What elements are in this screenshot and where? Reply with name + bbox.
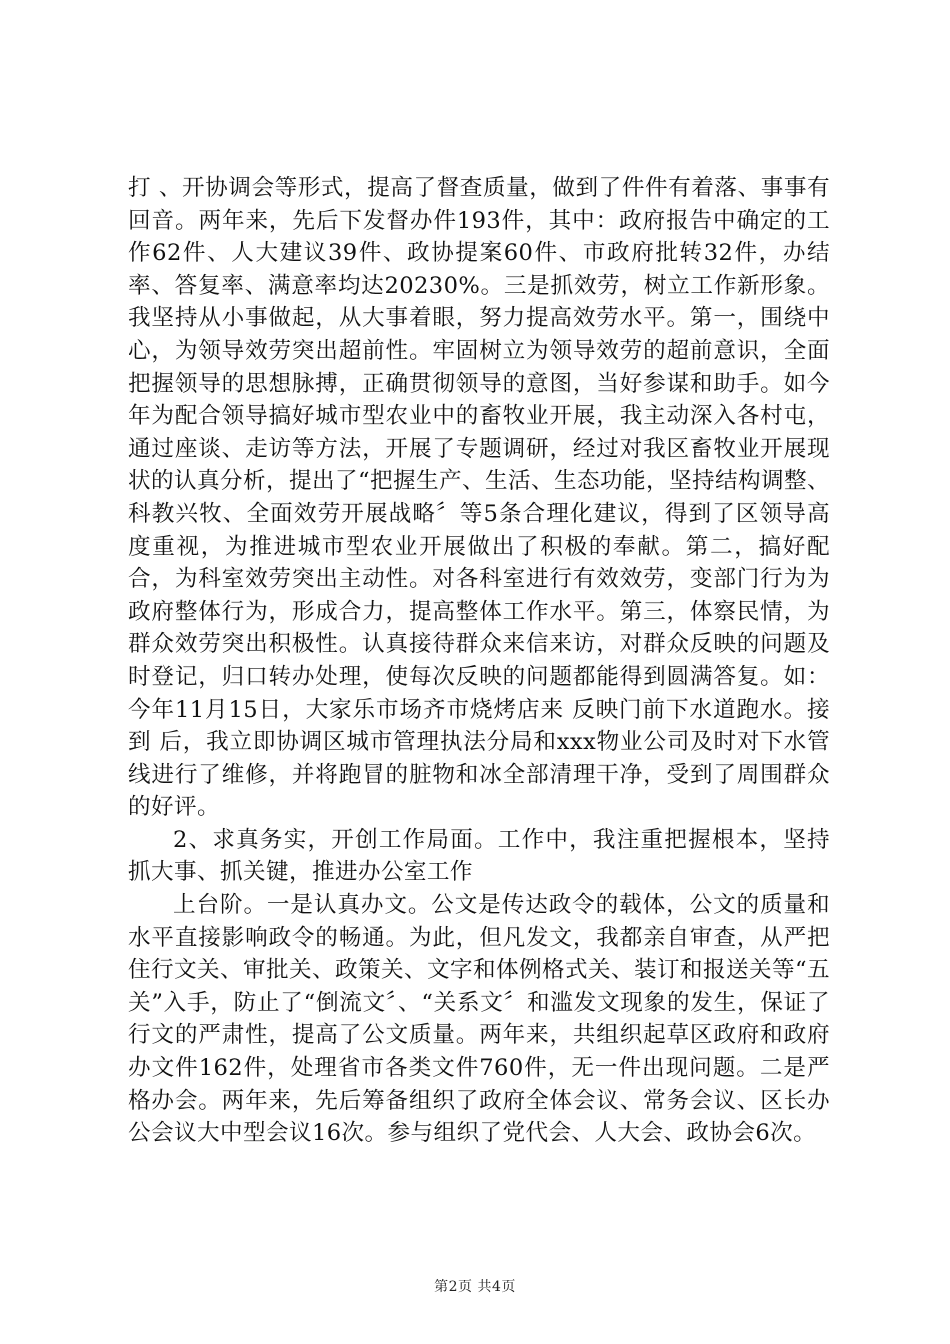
paragraph-3: 上台阶。一是认真办文。公文是传达政令的载体，公文的质量和水平直接影响政令的畅通。为此，但凡发文，我都亲自审查，从严把住行文关、审批关、政策关、文字和体例格式关、装订和报送关等“五关”入手，防止了“倒流文〞、“关系文〞和滥发文现象的发生，保证了行文的严肃性，提高了公文质量。两年来，共组织起草区政府和政府办文件162件，处理省市各类文件760件，无一件出现问题。二是严格办会。两年来，先后筹备组织了政府全体会议、常务会议、区长办公会议大中型会议16次。参与组织了党代会、人大会、政协会6次。 — [128, 892, 830, 1147]
paragraph-2: 2、求真务实，开创工作局面。工作中，我注重把握根本，坚持抓大事、抓关键，推进办公室工作 — [128, 826, 830, 886]
document-body — [128, 172, 830, 1150]
paragraph-1: 打 、开协调会等形式，提高了督查质量，做到了件件有着落、事事有回音。两年来，先后下发督办件193件，其中：政府报告中确定的工作62件、人大建议39件、政协提案60件、市政府批转32件，办结率、答复率、满意率均达20230%。三是抓效劳，树立工作新形象。我坚持从小事做起，从大事着眼，努力提高效劳水平。第一，围绕中心，为领导效劳突出超前性。牢固树立为领导效劳的超前意识，全面把握领导的思想脉搏，正确贯彻领导的意图，当好参谋和助手。如今年为配合领导搞好城市型农业中的畜牧业开展，我主动深入各村屯，通过座谈、走访等方法，开展了专题调研，经过对我区畜牧业开展现状的认真分析，提出了“把握生产、生活、生态功能，坚持结构调整、科教兴牧、全面效劳开展战略〞等5条合理化建议，得到了区领导高度重视，为推进城市型农业开展做出了积极的奉献。第二，搞好配合，为科室效劳突出主动性。对各科室进行有效效劳，变部门行为为政府整体行为，形成合力，提高整体工作水平。第三，体察民情，为群众效劳突出积极性。认真接待群众来信来访，对群众反映的问题及时登记，归口转办处理，使每次反映的问题都能得到圆满答复。如：今年11月15日，大家乐市场齐市烧烤店来 反映门前下水道跑水。接到 后，我立即协调区城市管理执法分局和xxx物业公司及时对下水管线进行了维修，并将跑冒的脏物和冰全部清理干净，受到了周围群众的好评。 — [128, 175, 830, 821]
page-footer: 第2页 共4页 — [434, 1279, 516, 1295]
